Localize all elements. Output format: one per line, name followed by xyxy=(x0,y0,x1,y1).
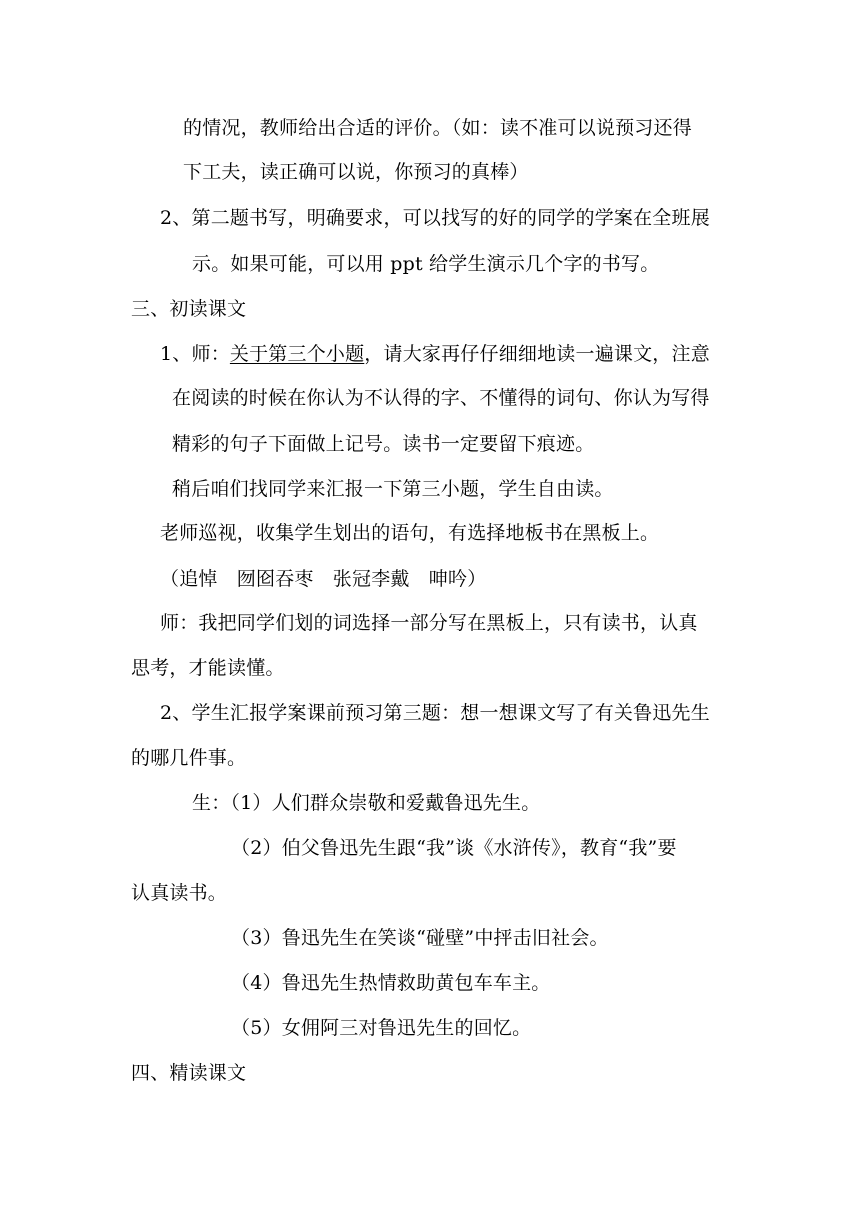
answer-line: 生：（1）人们群众崇敬和爱戴鲁迅先生。 xyxy=(192,792,541,814)
list-item-line: 2、第二题书写，明确要求，可以找写的好的同学的学案在全班展 xyxy=(160,207,710,229)
paragraph-line: 稍后咱们找同学来汇报一下第三小题，学生自由读。 xyxy=(172,478,614,500)
paragraph-line: 老师巡视，收集学生划出的语句，有选择地板书在黑板上。 xyxy=(160,522,660,544)
underlined-phrase: 关于第三个小题 xyxy=(229,343,365,365)
section-heading: 四、精读课文 xyxy=(131,1062,247,1084)
paragraph-line: 师：我把同学们划的词选择一部分写在黑板上，只有读书，认真 xyxy=(160,612,698,634)
list-item-line: 2、学生汇报学案课前预习第三题：想一想课文写了有关鲁迅先生 xyxy=(160,702,710,724)
paragraph-line: 思考，才能读懂。 xyxy=(131,657,285,679)
paragraph-line: 在阅读的时候在你认为不认得的字、不懂得的词句、你认为写得 xyxy=(172,387,710,409)
list-item-line xyxy=(160,342,710,366)
paragraph-line: 精彩的句子下面做上记号。读书一定要留下痕迹。 xyxy=(172,433,595,455)
list-item-text: ，请大家再仔仔细细地读一遍课文，注意 xyxy=(364,343,710,365)
answer-line: （5）女佣阿三对鲁迅先生的回忆。 xyxy=(231,1017,532,1039)
paragraph-line: 的情况，教师给出合适的评价。（如：读不准可以说预习还得 xyxy=(183,117,692,139)
section-heading: 三、初读课文 xyxy=(131,298,247,320)
paragraph-line: 示。如果可能，可以用 ppt 给学生演示几个字的书写。 xyxy=(192,253,660,275)
vocabulary-list: （追悼 囫囵吞枣 张冠李戴 呻吟） xyxy=(160,568,487,590)
paragraph-line: 的哪几件事。 xyxy=(131,747,247,769)
list-item-prefix: 1、师： xyxy=(160,343,230,365)
answer-line: （2）伯父鲁迅先生跟“我”谈《水浒传》，教育“我”要 xyxy=(231,837,677,859)
answer-line: （4）鲁迅先生热情救助黄包车车主。 xyxy=(231,972,551,994)
answer-line: （3）鲁迅先生在笑谈“碰壁”中抨击旧社会。 xyxy=(231,927,609,949)
answer-line: 认真读书。 xyxy=(131,882,228,904)
paragraph-line: 下工夫，读正确可以说，你预习的真棒） xyxy=(183,161,529,183)
